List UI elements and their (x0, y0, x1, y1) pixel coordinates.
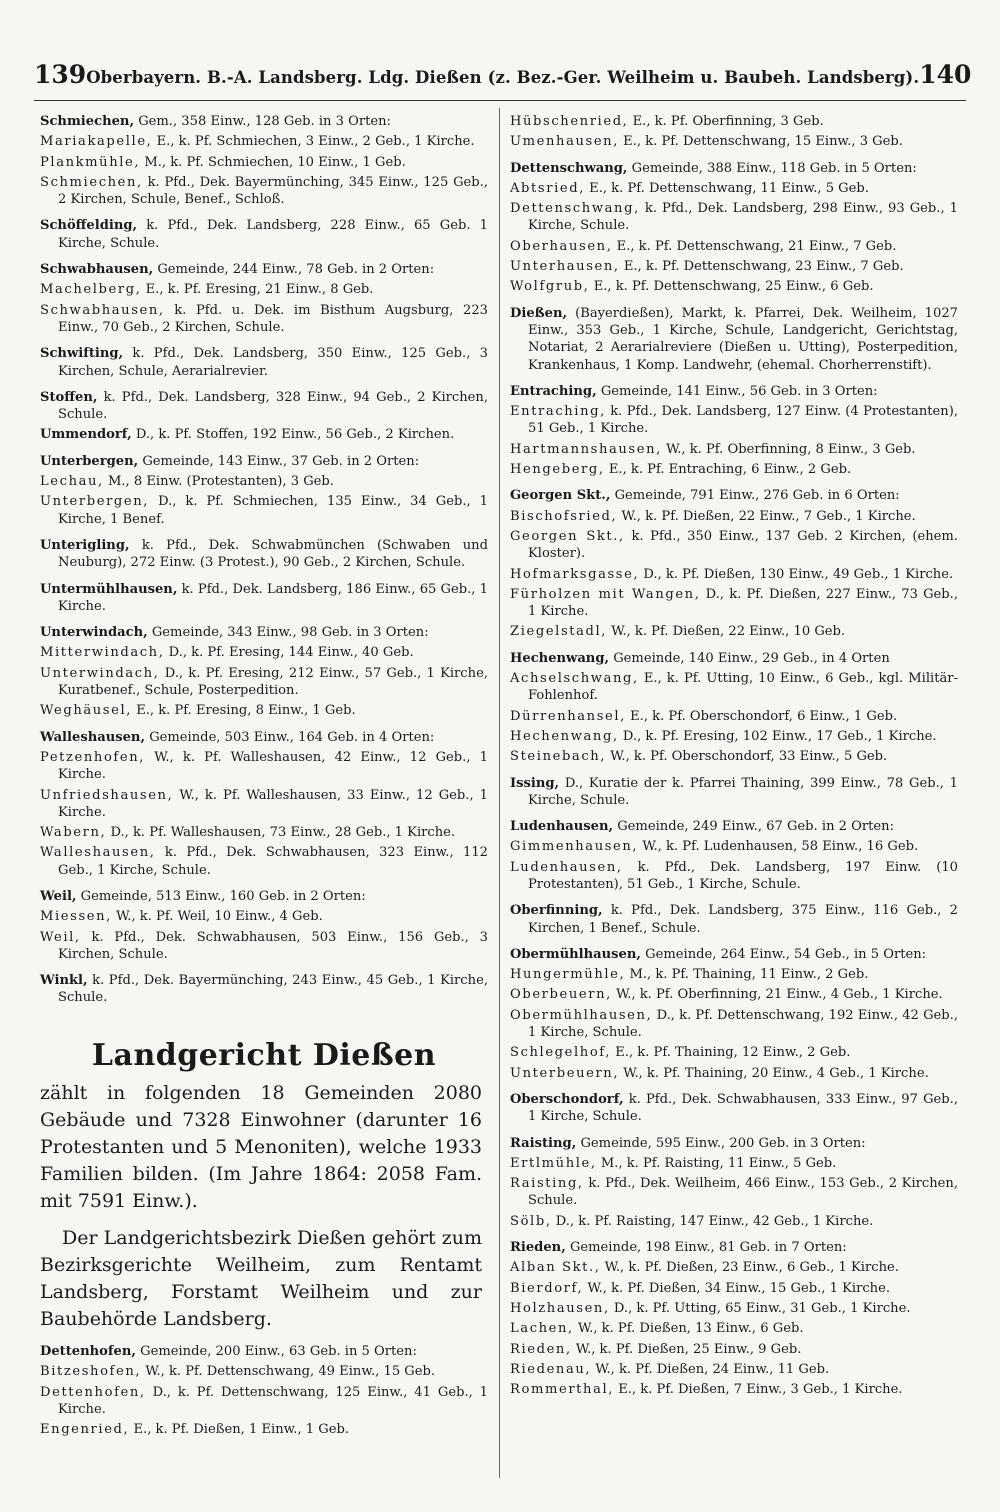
page-number-left: 139 (34, 60, 87, 89)
ort-name: Weil, (40, 929, 81, 945)
gemeinde-entry (510, 650, 958, 667)
ort-entry (510, 1044, 958, 1061)
ort-entry (510, 1065, 958, 1082)
entry-text: k. Pfd., Dek. Landsberg, 375 Einw., 116 Geb., 2 Kirchen, 1 Benef., Schule. (528, 903, 958, 936)
entry-text: D., k. Pf. Dettenschwang, 192 Einw., 42 Geb., 1 Kirche, Schule. (528, 1007, 958, 1041)
ort-entry (510, 1007, 958, 1042)
entry-text: k. Pfd., Dek. Schwabhausen, 333 Einw., 97 Geb., 1 Kirche, Schule. (528, 1091, 958, 1125)
ort-entry (510, 1361, 958, 1378)
entry-text: E., k. Pf. Eresing, 8 Einw., 1 Geb. (136, 703, 356, 719)
entry-text: W., k. Pf. Ludenhausen, 58 Einw., 16 Geb. (642, 839, 919, 855)
ort-entry (510, 1300, 958, 1317)
ort-name: Hechenwang, (510, 728, 619, 744)
entry-text: W., k. Pf. Walleshausen, 33 Einw., 12 Geb., 1 Kirche. (58, 787, 488, 820)
entry-text: W., k. Pf. Dießen, 13 Einw., 6 Geb. (577, 1321, 804, 1337)
entry-text: W., k. Pf. Dießen, 25 Einw., 9 Geb. (575, 1341, 802, 1357)
gemeinde-name: Schmiechen, (40, 114, 135, 129)
ort-name: Dürrenhansel, (510, 708, 626, 724)
ort-name: Lachen, (510, 1321, 574, 1337)
ort-entry (40, 473, 488, 490)
ort-name: Unterbergen, (40, 494, 150, 510)
page-number-right: 140 (919, 60, 972, 89)
gemeinde-entry (510, 946, 958, 963)
gemeinde-name: Schwifting, (40, 346, 124, 362)
entry-text: Gemeinde, 343 Einw., 98 Geb. in 3 Orten: (151, 625, 429, 641)
ort-entry (510, 1320, 958, 1337)
gemeinde-name: Walleshausen, (40, 729, 146, 745)
entry-text: k. Pfd., Dek. Schwabmünchen (Schwaben und Neuburg), 272 Einw. (3 Protest.), 90 Geb., 2 Kirchen, Schule. (58, 537, 488, 571)
gemeinde-entry (40, 1343, 488, 1360)
entry-text: W., k. Pf. Oberfinning, 21 Einw., 4 Geb., 1 Kirche. (616, 987, 943, 1003)
ort-name: Rommerthal, (510, 1382, 615, 1398)
entry-text: k. Pfd., Dek. Bayermünching, 243 Einw., 45 Geb., 1 Kirche, Schule. (58, 973, 488, 1006)
gemeinde-entry (510, 383, 958, 400)
ort-entry (510, 1259, 958, 1276)
header-title: Oberbayern. B.-A. Landsberg. Ldg. Dießen (z. Bez.-Ger. Weilheim u. Baubeh. Landsberg). (86, 68, 920, 87)
ort-name: Entraching, (510, 404, 606, 420)
ort-entry (510, 966, 958, 983)
gemeinde-entry (40, 972, 488, 1007)
gemeinde-name: Georgen Skt., (510, 488, 611, 504)
entry-text: E., k. Pf. Dießen, 1 Einw., 1 Geb. (133, 1422, 350, 1438)
ort-entry (510, 838, 958, 855)
entry-text: D., k. Pf. Dießen, 227 Einw., 73 Geb., 1 Kirche. (528, 586, 959, 620)
entry-text: k. Pfd., Dek. Landsberg, 197 Einw. (10 Protestanten), 51 Geb., 1 Kirche, Schule. (528, 859, 958, 892)
ort-entry (40, 133, 488, 150)
ort-name: Gimmenhausen, (510, 839, 639, 855)
ort-entry (510, 1213, 958, 1230)
ort-entry (510, 1175, 958, 1210)
entry-text: Gemeinde, 595 Einw., 200 Geb. in 3 Orten: (580, 1135, 866, 1151)
entry-text: k. Pfd., Dek. Schwabhausen, 323 Einw., 112 Geb., 1 Kirche, Schule. (58, 845, 488, 878)
ort-name: Holzhausen, (510, 1300, 610, 1316)
ort-entry (510, 258, 958, 275)
entry-text: M., k. Pf. Raisting, 11 Einw., 5 Geb. (600, 1155, 837, 1171)
section-heading: Landgericht Dießen (91, 1037, 437, 1073)
entry-text: Gemeinde, 198 Einw., 81 Geb. in 7 Orten: (569, 1240, 847, 1256)
entry-text: k. Pfd., Dek. Landsberg, 350 Einw., 125 Geb., 3 Kirchen, Schule, Aerarialrevier. (58, 346, 488, 379)
ort-entry (40, 749, 488, 784)
ort-name: Sölb, (510, 1213, 552, 1229)
ort-name: Lechau, (40, 474, 104, 490)
entry-text: k. Pfd., Dek. Landsberg, 228 Einw., 65 Geb. 1 Kirche, Schule. (58, 218, 488, 251)
gemeinde-name: Issing, (510, 775, 560, 791)
entry-text: W., k. Pf. Dießen, 22 Einw., 7 Geb., 1 Kirche. (621, 508, 916, 524)
ort-name: Schlegelhof, (510, 1045, 612, 1061)
ort-name: Ertlmühle, (510, 1155, 597, 1171)
gemeinde-name: Unterwindach, (40, 625, 148, 641)
entry-text: E., k. Pf. Dettenschwang, 25 Einw., 6 Geb. (593, 279, 874, 295)
gemeinde-entry (40, 345, 488, 380)
entry-text: D., k. Pf. Stoffen, 192 Einw., 56 Geb., 2 Kirchen. (135, 427, 455, 443)
gemeinde-name: Entraching, (510, 383, 597, 399)
left-column (40, 113, 488, 1442)
ort-entry (510, 133, 958, 150)
ort-entry (40, 665, 488, 700)
ort-name: Schwabhausen, (40, 302, 165, 318)
entry-text: k. Pfd. u. Dek. im Bisthum Augsburg, 223 Einw., 70 Geb., 2 Kirchen, Schule. (58, 302, 488, 335)
entry-text: D., k. Pf. Schmiechen, 135 Einw., 34 Geb., 1 Kirche, 1 Benef. (58, 494, 488, 527)
entry-text: E., k. Pf. Dettenschwang, 23 Einw., 7 Geb. (623, 259, 904, 275)
entry-text: W., k. Pf. Dießen, 22 Einw., 10 Geb. (611, 624, 846, 640)
gemeinde-entry (40, 537, 488, 572)
entry-text: E., k. Pf. Schmiechen, 3 Einw., 2 Geb., 1 Kirche. (156, 134, 475, 150)
entry-text: W., k. Pf. Weil, 10 Einw., 4 Geb. (116, 909, 323, 925)
ort-name: Alban Skt., (510, 1260, 601, 1276)
ort-entry (510, 441, 958, 458)
ort-entry (40, 644, 488, 661)
ort-name: Hübschenried, (510, 114, 629, 129)
ort-name: Raisting, (510, 1176, 584, 1192)
entry-text: M., k. Pf. Schmiechen, 10 Einw., 1 Geb. (144, 154, 406, 170)
entry-text: D., k. Pf. Dettenschwang, 125 Einw., 41 Geb., 1 Kirche. (58, 1384, 488, 1417)
ort-name: Wabern, (40, 825, 107, 841)
ort-name: Oberhausen, (510, 238, 613, 254)
ort-entry (510, 859, 958, 894)
ort-name: Hartmannshausen, (510, 441, 662, 457)
ort-entry (40, 302, 488, 337)
gemeinde-entry (510, 818, 958, 835)
ort-entry (510, 708, 958, 725)
ort-name: Abtsried, (510, 180, 585, 196)
entry-text: D., k. Pf. Raisting, 147 Einw., 42 Geb., 1 Kirche. (555, 1213, 874, 1229)
gemeinde-entry (510, 1135, 958, 1152)
entry-text: D., k. Pf. Walleshausen, 73 Einw., 28 Geb., 1 Kirche. (110, 825, 456, 841)
gemeinde-name: Rieden, (510, 1240, 566, 1256)
ort-entry (510, 528, 958, 563)
ort-name: Weghäusel, (40, 703, 133, 719)
entry-text: M., 8 Einw. (Protestanten), 3 Geb. (107, 474, 334, 490)
gemeinde-name: Oberschondorf, (510, 1091, 624, 1107)
ort-entry (510, 566, 958, 583)
gemeinde-name: Dettenhofen, (40, 1344, 136, 1360)
ort-name: Walleshausen, (40, 845, 156, 861)
gemeinde-entry (510, 160, 958, 177)
ort-entry (40, 702, 488, 719)
ort-entry (510, 1381, 958, 1398)
entry-text: Gemeinde, 388 Einw., 118 Geb. in 5 Orten: (631, 160, 917, 176)
ort-name: Rieden, (510, 1341, 572, 1357)
entry-text: D., Kuratie der k. Pfarrei Thaining, 399 Einw., 78 Geb., 1 Kirche, Schule. (528, 775, 958, 808)
gemeinde-name: Raisting, (510, 1135, 577, 1151)
ort-name: Hengeberg, (510, 462, 605, 478)
ort-name: Oberbeuern, (510, 987, 612, 1003)
entry-text: k. Pfd., Dek. Landsberg, 127 Einw. (4 Protestanten), 51 Geb., 1 Kirche. (528, 404, 958, 437)
ort-entry (40, 281, 488, 298)
entry-text: k. Pfd., Dek. Landsberg, 186 Einw., 65 Geb., 1 Kirche. (58, 581, 488, 614)
ort-name: Petzenhofen, (40, 749, 146, 765)
ort-entry (40, 1421, 488, 1438)
ort-entry (510, 623, 958, 640)
gemeinde-name: Weil, (40, 888, 77, 904)
ort-entry (510, 1155, 958, 1172)
gemeinde-entry (40, 261, 488, 278)
gemeinde-name: Ludenhausen, (510, 819, 614, 835)
ort-entry (40, 787, 488, 822)
gemeinde-entry (510, 305, 958, 374)
entry-text: k. Pfd., Dek. Landsberg, 298 Einw., 93 Geb., 1 Kirche, Schule. (528, 201, 958, 234)
ort-entry (40, 908, 488, 925)
right-column (510, 113, 958, 1401)
section-intro-paragraph: zählt in folgenden 18 Gemeinden 2080 Gebäude und 7328 Einwohner (darunter 16 Protestanten und 5 Menoniten), welche 1933 Familien bilden. (Im Jahre 1864: 2058 Fam. mit 7591 Einw.). (40, 1082, 482, 1213)
ort-name: Plankmühle, (40, 154, 141, 170)
gemeinde-name: Stoffen, (40, 389, 98, 405)
ort-name: Schmiechen, (40, 174, 143, 190)
entry-text: M., k. Pf. Thaining, 11 Einw., 2 Geb. (629, 967, 869, 983)
entry-text: Gemeinde, 249 Einw., 67 Geb. in 2 Orten: (617, 819, 895, 835)
section-jurisdiction-paragraph: Der Landgerichtsbezirk Dießen gehört zum Bezirksgerichte Weilheim, zum Rentamt Landsberg, Forstamt Weilheim und zur Baubehörde Landsberg. (40, 1227, 482, 1331)
entry-text: E., k. Pf. Dettenschwang, 11 Einw., 5 Geb. (589, 180, 869, 196)
ort-name: Mitterwindach, (40, 645, 165, 661)
ort-name: Steinebach, (510, 749, 607, 765)
gemeinde-entry (510, 1091, 958, 1126)
entry-text: E., k. Pf. Entraching, 6 Einw., 2 Geb. (608, 462, 852, 478)
gemeinde-name: Schwabhausen, (40, 262, 154, 278)
gemeinde-entry (510, 775, 958, 810)
ort-name: Miessen, (40, 909, 112, 925)
entry-text: Gemeinde, 200 Einw., 63 Geb. in 5 Orten: (140, 1344, 417, 1360)
ort-name: Mariakapelle, (40, 134, 153, 150)
ort-entry (510, 728, 958, 745)
entry-text: Gemeinde, 244 Einw., 78 Geb. in 2 Orten: (157, 262, 435, 278)
gemeinde-entry (40, 729, 488, 746)
ort-name: Unfriedshausen, (40, 787, 174, 803)
gemeinde-name: Obermühlhausen, (510, 946, 641, 962)
entry-text: D., k. Pf. Eresing, 144 Einw., 40 Geb. (168, 645, 414, 661)
ort-entry (510, 113, 958, 130)
gemeinde-entry (40, 426, 488, 443)
gemeinde-entry (510, 1239, 958, 1256)
ort-entry (510, 180, 958, 197)
ort-name: Riedenau, (510, 1361, 592, 1377)
ort-name: Unterbeuern, (510, 1065, 620, 1081)
entry-text: E., k. Pf. Utting, 10 Einw., 6 Geb., kgl. Militär-Fohlenhof. (528, 671, 958, 704)
ort-name: Hungermühle, (510, 967, 626, 983)
gemeinde-name: Ummendorf, (40, 427, 132, 443)
entry-text: D., k. Pf. Eresing, 212 Einw., 57 Geb., 1 Kirche, Kuratbenef., Schule, Posterpedition. (58, 665, 488, 699)
ort-entry (510, 278, 958, 295)
gemeinde-entry (40, 113, 488, 130)
gemeinde-name: Unterigling, (40, 537, 130, 553)
entry-text: k. Pfd., Dek. Weilheim, 466 Einw., 153 Geb., 2 Kirchen, Schule. (528, 1176, 958, 1209)
entry-text: D., k. Pf. Dießen, 130 Einw., 49 Geb., 1 Kirche. (643, 566, 954, 582)
ort-entry (40, 929, 488, 964)
entry-text: Gemeinde, 141 Einw., 56 Geb. in 3 Orten: (600, 383, 878, 399)
ort-name: Unterwindach, (40, 665, 160, 681)
gemeinde-name: Dettenschwang, (510, 160, 628, 176)
ort-name: Bierdorf, (510, 1280, 584, 1296)
ort-name: Fürholzen mit Wangen, (510, 586, 701, 602)
ort-entry (510, 748, 958, 765)
ort-name: Obermühlhausen, (510, 1007, 653, 1023)
entry-text: Gemeinde, 140 Einw., 29 Geb., in 4 Orten (613, 650, 890, 666)
ort-entry (40, 174, 488, 209)
ort-entry (510, 670, 958, 705)
ort-entry (510, 461, 958, 478)
ort-entry (510, 1280, 958, 1297)
ort-name: Bischofsried, (510, 508, 618, 524)
entry-text: W., k. Pf. Dettenschwang, 49 Einw., 15 Geb. (145, 1364, 436, 1380)
entry-text: E., k. Pf. Oberschondorf, 6 Einw., 1 Geb. (630, 708, 898, 724)
ort-entry (510, 586, 958, 621)
entry-text: W., k. Pf. Dießen, 23 Einw., 6 Geb., 1 Kirche. (604, 1260, 899, 1276)
ort-name: Dettenhofen, (40, 1384, 146, 1400)
entry-text: E., k. Pf. Thaining, 12 Einw., 2 Geb. (615, 1045, 851, 1061)
ort-entry (510, 986, 958, 1003)
entry-text: E., k. Pf. Eresing, 21 Einw., 8 Geb. (145, 282, 374, 298)
entry-text: k. Pfd., 350 Einw., 137 Geb. 2 Kirchen, (ehem. Kloster). (528, 528, 959, 562)
ort-name: Georgen Skt., (510, 528, 625, 544)
ort-name: Engenried, (40, 1422, 130, 1438)
ort-name: Dettenschwang, (510, 201, 640, 217)
entry-text: W., k. Pf. Dießen, 24 Einw., 11 Geb. (595, 1361, 830, 1377)
ort-entry (40, 493, 488, 528)
gemeinde-name: Hechenwang, (510, 650, 610, 666)
entry-text: Gemeinde, 513 Einw., 160 Geb. in 2 Orten: (80, 888, 366, 904)
entry-text: E., k. Pf. Dettenschwang, 15 Einw., 3 Geb. (623, 134, 903, 150)
ort-name: Hofmarksgasse, (510, 566, 640, 582)
gemeinde-entry (40, 453, 488, 470)
column-divider (499, 108, 500, 1478)
ort-entry (510, 200, 958, 235)
entry-text: D., k. Pf. Utting, 65 Einw., 31 Geb., 1 Kirche. (613, 1300, 911, 1316)
entry-text: W., k. Pf. Thaining, 20 Einw., 4 Geb., 1 Kirche. (623, 1065, 929, 1081)
entry-text: k. Pfd., Dek. Schwabhausen, 503 Einw., 156 Geb., 3 Kirchen, Schule. (58, 929, 488, 962)
gemeinde-name: Schöffelding, (40, 218, 138, 234)
gemeinde-entry (40, 389, 488, 424)
ort-name: Umenhausen, (510, 134, 619, 150)
gemeinde-name: Oberfinning, (510, 903, 603, 919)
gemeinde-entry (40, 888, 488, 905)
entry-text: E., k. Pf. Oberfinning, 3 Geb. (632, 114, 824, 129)
entry-text: Gemeinde, 143 Einw., 37 Geb. in 2 Orten: (142, 453, 420, 469)
entry-text: W., k. Pf. Oberschondorf, 33 Einw., 5 Geb. (610, 749, 888, 765)
ort-entry (40, 824, 488, 841)
gemeinde-entry (40, 624, 488, 641)
gemeinde-entry (510, 487, 958, 504)
entry-text: k. Pfd., Dek. Bayermünchi̇ng, 345 Einw., 125 Geb., 2 Kirchen, Schule, Benef., Schloß. (58, 174, 488, 208)
gemeinde-name: Untermühlhausen, (40, 581, 178, 597)
entry-text: (Bayerdießen), Markt, k. Pfarrei, Dek. Weilheim, 1027 Einw., 353 Geb., 1 Kirche, Schule, Landgericht, Gerichtstag, Notariat, 2 Aerarialreviere (Dießen u. Utting), Posterpedition, Krankenhaus, 1 Komp. Landwehr, (ehemal. Chorherrenstift). (528, 305, 958, 373)
entry-text: Gemeinde, 264 Einw., 54 Geb., in 5 Orten: (645, 946, 927, 962)
gemeinde-name: Unterbergen, (40, 453, 139, 469)
ort-name: Wolfgrub, (510, 279, 590, 295)
running-header (34, 60, 972, 101)
ort-entry (510, 403, 958, 438)
ort-entry (40, 844, 488, 879)
ort-entry (40, 154, 488, 171)
gemeinde-name: Dießen, (510, 305, 568, 321)
entry-text: Gemeinde, 791 Einw., 276 Geb. in 6 Orten: (614, 488, 900, 504)
entry-text: k. Pfd., Dek. Landsberg, 328 Einw., 94 Geb., 2 Kirchen, Schule. (58, 389, 489, 423)
gemeinde-name: Winkl, (40, 973, 88, 989)
entry-text: E., k. Pf. Dettenschwang, 21 Einw., 7 Geb. (616, 238, 897, 254)
gemeinde-entry (40, 581, 488, 616)
entry-text: Gem., 358 Einw., 128 Geb. in 3 Orten: (138, 114, 391, 129)
entry-text: W., k. Pf. Walleshausen, 42 Einw., 12 Geb., 1 Kirche. (58, 749, 488, 783)
gemeinde-entry (40, 217, 488, 252)
ort-name: Unterhausen, (510, 259, 620, 275)
ort-entry (40, 1384, 488, 1419)
entry-text: D., k. Pf. Eresing, 102 Einw., 17 Geb., 1 Kirche. (622, 728, 937, 744)
ort-entry (510, 508, 958, 525)
ort-entry (40, 1363, 488, 1380)
ort-name: Ziegelstadl, (510, 624, 608, 640)
ort-entry (510, 1341, 958, 1358)
entry-text: W., k. Pf. Oberfinning, 8 Einw., 3 Geb. (666, 441, 916, 457)
ort-name: Machelberg, (40, 282, 142, 298)
gemeinde-entry (510, 902, 958, 937)
ort-name: Achselschwang, (510, 671, 639, 687)
entry-text: Gemeinde, 503 Einw., 164 Geb. in 4 Orten: (149, 729, 435, 745)
entry-text: W., k. Pf. Dießen, 34 Einw., 15 Geb., 1 Kirche. (587, 1280, 891, 1296)
ort-name: Bitzeshofen, (40, 1364, 142, 1380)
ort-name: Ludenhausen, (510, 859, 623, 875)
entry-text: E., k. Pf. Dießen, 7 Einw., 3 Geb., 1 Kirche. (618, 1382, 903, 1398)
ort-entry (510, 238, 958, 255)
